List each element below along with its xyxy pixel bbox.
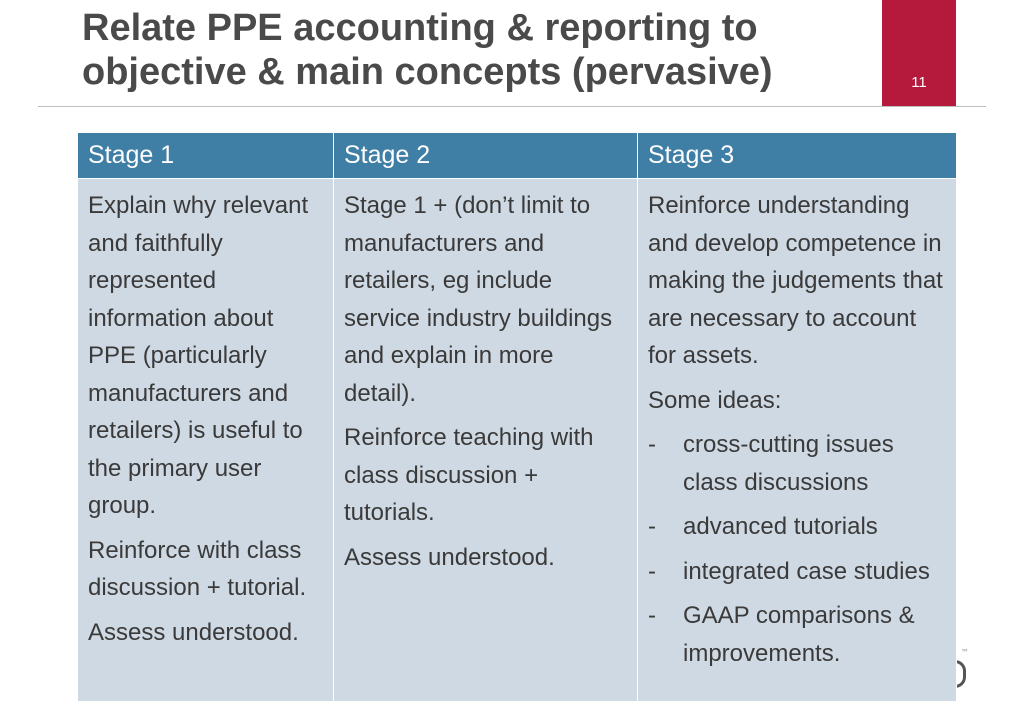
stage-1-paragraph: Reinforce with class discussion + tutorial.: [88, 536, 307, 601]
stage-2-paragraph: Reinforce teaching with class discussion + tutorials.: [344, 424, 594, 526]
list-item-text: integrated case studies: [683, 557, 930, 585]
slide-title: [82, 6, 872, 94]
stage-1-paragraph: Explain why relevant and faithfully represented information about PPE (particularly manufacturers and retailers) is useful to the primary user group.: [88, 192, 309, 519]
list-item: [648, 426, 946, 501]
slide-number: 11: [911, 74, 927, 91]
list-item-text: cross-cutting issues class discussions: [683, 431, 894, 496]
list-item: [648, 597, 946, 672]
table-row: [78, 179, 957, 702]
header-stage-2: Stage 2: [334, 133, 638, 179]
slide-title-line-1: Relate PPE accounting & reporting to: [82, 7, 758, 49]
stage-2-paragraph: Assess understood.: [344, 543, 555, 571]
stage-3-cell: [638, 179, 957, 702]
stage-3-paragraph: Reinforce understanding and develop competence in making the judgements that are necessary to account for assets.: [648, 192, 943, 369]
dash-bullet: -: [648, 557, 656, 585]
stage-2-paragraph: Stage 1 + (don’t limit to manufacturers and retailers, eg include service industry buildings and explain in more detail).: [344, 192, 613, 407]
slide-title-line-2: objective & main concepts (pervasive): [82, 51, 773, 93]
stages-table: [77, 132, 957, 702]
header-stage-1: Stage 1: [78, 133, 334, 179]
title-divider: [38, 106, 986, 107]
slide-number-accent: [882, 0, 956, 106]
stage-1-paragraph: Assess understood.: [88, 618, 299, 646]
list-item: [648, 553, 946, 591]
partial-logo-icon: [955, 648, 977, 688]
list-item-text: advanced tutorials: [683, 513, 878, 540]
stage-3-paragraph: Some ideas:: [648, 386, 782, 414]
stage-3-ideas-list: [648, 426, 946, 672]
dash-bullet: -: [648, 602, 656, 629]
list-item: [648, 508, 946, 546]
dash-bullet: -: [648, 431, 656, 458]
table-header-row: [78, 133, 957, 179]
trademark-icon: ™: [961, 648, 969, 657]
list-item-text: GAAP comparisons & improvements.: [683, 602, 915, 667]
stage-2-cell: [334, 179, 638, 702]
stage-1-cell: [78, 179, 334, 702]
header-stage-3: Stage 3: [638, 133, 957, 179]
dash-bullet: -: [648, 513, 656, 540]
